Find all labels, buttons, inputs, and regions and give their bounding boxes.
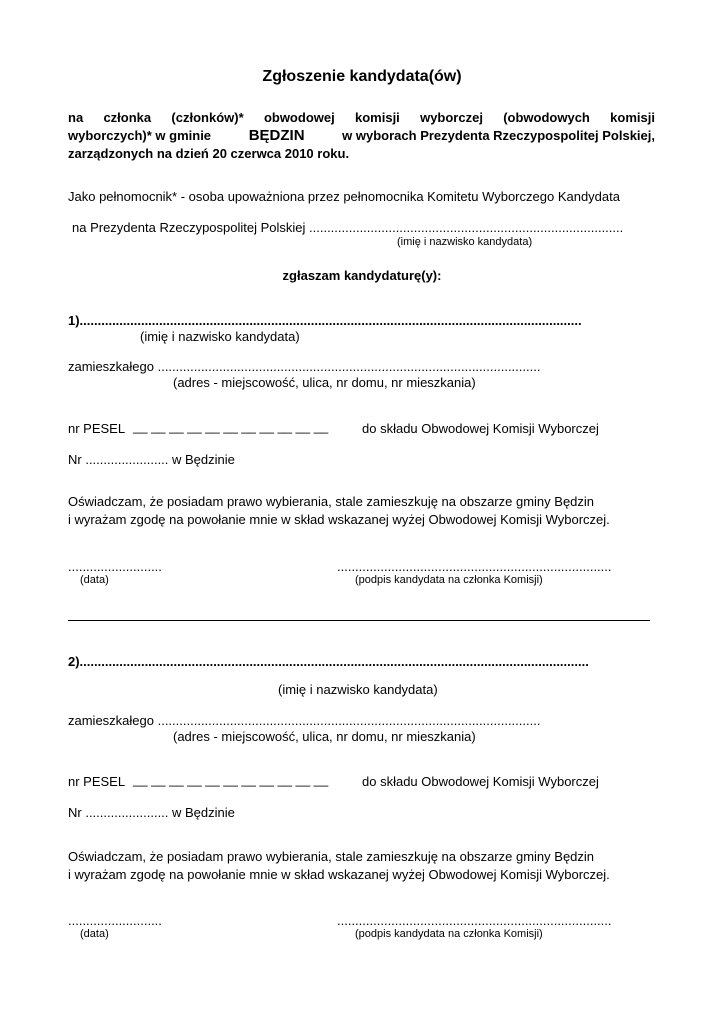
intro-word: komisji — [355, 110, 400, 125]
candidate-1-name-line[interactable] — [68, 313, 582, 328]
intro-word: członka — [103, 110, 152, 125]
candidate-2-nr-line[interactable]: Nr ....................... w Będzinie — [68, 805, 235, 820]
intro-word: (członków)* — [171, 110, 244, 125]
candidate-number: 1)........................................................................................................................................... — [68, 313, 582, 328]
candidate-2-date-caption: (data) — [80, 928, 109, 940]
intro-row-1 — [68, 109, 655, 127]
intro-word: obwodowej — [263, 110, 335, 125]
candidate-2-statement-line-1: Oświadczam, że posiadam prawo wybierania, stale zamieszkuję na obszarze gminy Będzin — [68, 849, 595, 864]
candidate-2-signature-field[interactable]: ............................................................................ — [337, 913, 612, 928]
proxy-line-1: Jako pełnomocnik* - osoba upoważniona przez pełnomocnika Komitetu Wyborczego Kandydata — [68, 189, 620, 204]
candidate-2-pesel-label: nr PESEL — [68, 774, 126, 789]
candidate-1-residence-line[interactable]: zamieszkałego .......................................................................................................... — [68, 359, 541, 374]
intro-word: wyborczej — [420, 110, 483, 125]
proxy-line-2[interactable]: na Prezydenta Rzeczypospolitej Polskiej ....................................................................................... — [72, 220, 624, 235]
candidate-2-statement-line-2: i wyrażam zgodę na powołanie mnie w skład wskazanej wyżej Obwodowej Komisji Wyborczej. — [68, 867, 610, 882]
candidate-2-date-field[interactable]: .......................... — [68, 913, 162, 928]
intro-row-2 — [68, 127, 655, 145]
candidate-2-name-caption: (imię i nazwisko kandydata) — [278, 682, 438, 697]
document-title: Zgłoszenie kandydata(ów) — [262, 68, 462, 85]
intro-paragraph — [68, 109, 655, 163]
intro-row-3: zarządzonych na dzień 20 czerwca 2010 roku. — [68, 146, 350, 161]
candidate-1-pesel-field[interactable]: __ __ __ __ __ __ __ __ __ __ __ — [133, 419, 329, 434]
candidate-1-statement-line-2: i wyrażam zgodę na powołanie mnie w skład wskazanej wyżej Obwodowej Komisji Wyborczej. — [68, 512, 610, 527]
municipality-name: BĘDZIN — [248, 127, 305, 144]
intro-text: wyborczych)* w gminie — [68, 128, 212, 143]
section-divider — [68, 620, 650, 621]
candidate-1-residence-caption: (adres - miejscowość, ulica, nr domu, nr mieszkania) — [173, 375, 476, 390]
candidate-1-pesel-suffix: do składu Obwodowej Komisji Wyborczej — [362, 421, 599, 436]
candidate-2-residence-line[interactable]: zamieszkałego .......................................................................................................... — [68, 713, 541, 728]
candidate-1-name-caption: (imię i nazwisko kandydata) — [140, 329, 300, 344]
proxy-caption: (imię i nazwisko kandydata) — [397, 236, 533, 248]
declare-heading: zgłaszam kandydaturę(y): — [282, 268, 442, 283]
intro-word: na — [68, 110, 84, 125]
candidate-2-name-line[interactable]: 2)............................................................................................................................................. — [68, 654, 589, 669]
candidate-1-signature-caption: (podpis kandydata na członka Komisji) — [355, 574, 543, 586]
candidate-2-pesel-suffix: do składu Obwodowej Komisji Wyborczej — [362, 774, 599, 789]
candidate-1-statement-line-1: Oświadczam, że posiadam prawo wybierania, stale zamieszkuję na obszarze gminy Będzin — [68, 494, 595, 509]
intro-word: komisji — [610, 110, 655, 125]
candidate-1-nr-line[interactable]: Nr ....................... w Będzinie — [68, 452, 235, 467]
candidate-1-pesel-label: nr PESEL — [68, 421, 126, 436]
candidate-2-signature-caption: (podpis kandydata na członka Komisji) — [355, 928, 543, 940]
candidate-2-residence-caption: (adres - miejscowość, ulica, nr domu, nr mieszkania) — [173, 729, 476, 744]
intro-text: w wyborach Prezydenta Rzeczypospolitej Polskiej, — [342, 128, 655, 143]
candidate-1-date-caption: (data) — [80, 574, 109, 586]
intro-word: (obwodowych — [503, 110, 590, 125]
candidate-1-signature-field[interactable]: ............................................................................ — [337, 559, 612, 574]
candidate-2-pesel-field[interactable]: __ __ __ __ __ __ __ __ __ __ __ — [133, 772, 329, 787]
candidate-1-date-field[interactable]: .......................... — [68, 559, 162, 574]
